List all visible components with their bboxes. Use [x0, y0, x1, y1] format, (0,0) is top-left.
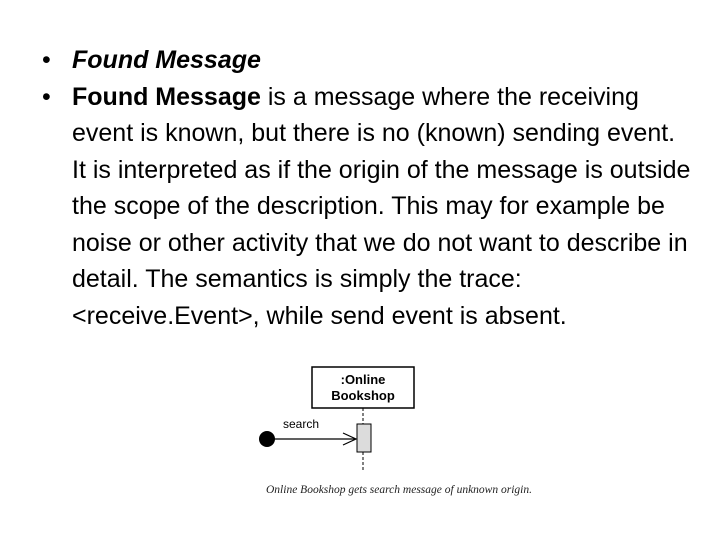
lifeline-name-line2: Bookshop [331, 388, 395, 403]
activation-bar [357, 424, 371, 452]
definition-term: Found Message [72, 82, 261, 111]
definition-text: is a message where the receiving event is known, but there is no (known) sending event. It is interpreted as if the origin of the message is outside the scope of the description. This may for example be noise or other activity that we do not want to describe in detail. The semantics is simply the trace: <receive.Event>, while send event is absent. [72, 82, 691, 330]
bullet-marker: • [42, 82, 51, 111]
bullet-title-text: Found Message [72, 46, 261, 74]
diagram-caption: Online Bookshop gets search message of unknown origin. [266, 484, 532, 496]
message-label: search [283, 417, 320, 431]
bullet-marker: • [42, 46, 51, 74]
lifeline-name-line1: :Online [340, 372, 386, 387]
